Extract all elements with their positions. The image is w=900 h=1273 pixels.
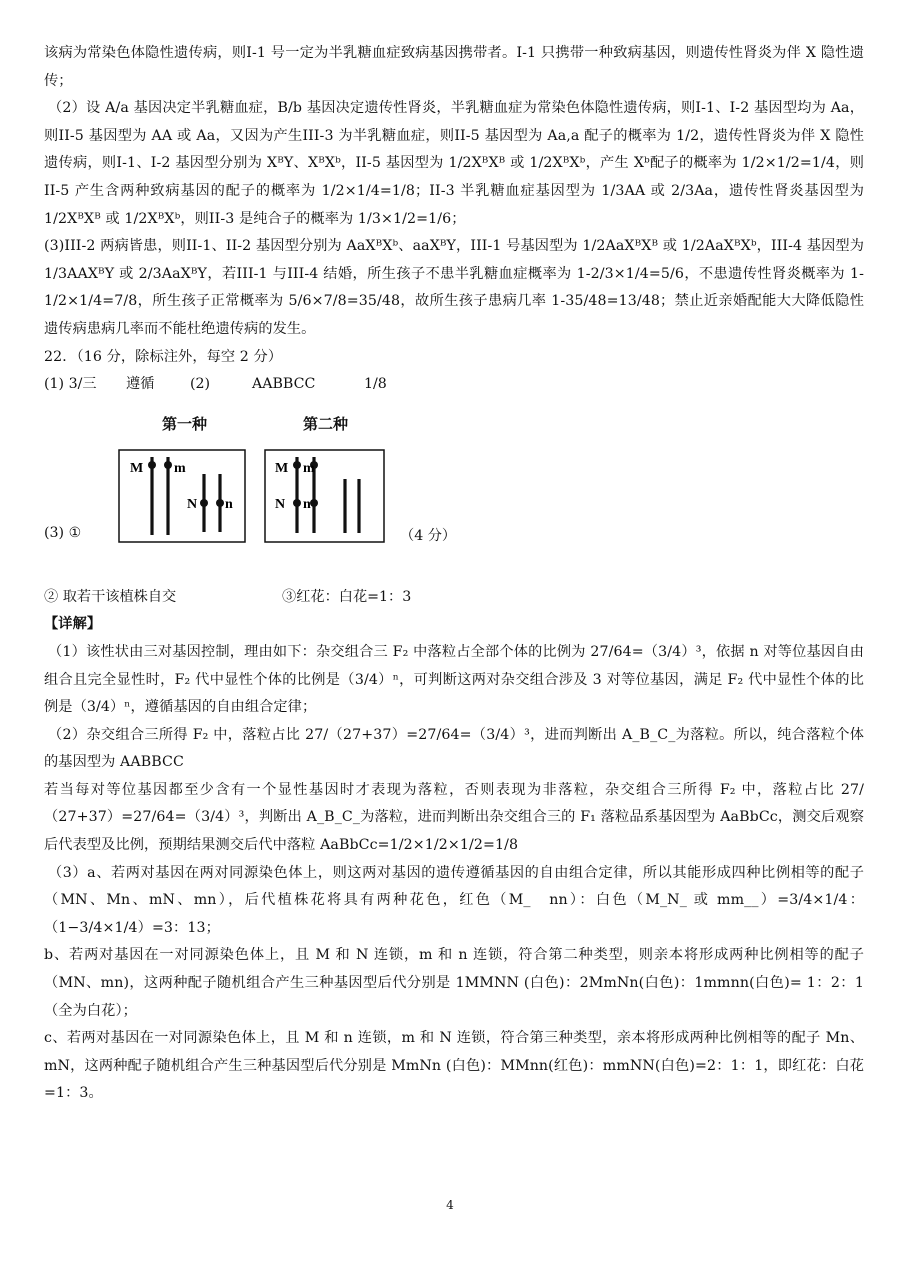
gene-label-n: n xyxy=(303,496,311,512)
centromere-dot xyxy=(216,499,224,507)
paragraph: 若当每对等位基因都至少含有一个显性基因时才表现为落粒，否则表现为非落粒，杂交组合三所得 F₂ 中，落粒占比 27/（27+37）=27/64=（3/4）³，判断出 A_B_C_为落粒，进而判断出杂交组合三的 F₁ 落粒品系基因型为 AaBbCc，测交后观察后代表型及比例，预期结果测交后代中落粒 AaBbCc=1/2×1/2×1/2=1/8 xyxy=(44,781,864,854)
answer-1-b: 遵循 xyxy=(126,376,155,393)
gene-label-M: M xyxy=(275,460,289,476)
gene-label-n: n xyxy=(225,496,233,512)
centromere-dot xyxy=(164,461,172,469)
centromere-dot xyxy=(310,499,318,507)
figure-title-first: 第一种 xyxy=(162,414,208,433)
paragraph: （2）设 A/a 基因决定半乳糖血症，B/b 基因决定遗传性肾炎，半乳糖血症为常染色体隐性遗传病，则I-1、I-2 基因型均为 Aa，则II-5 基因型为 AA 或 Aa，又因为产生III-3 为半乳糖血症，则II-5 基因型为 Aa,a 配子的概率为 1/2，遗传性肾炎为伴 X 隐性遗传病，则I-1、I-2 基因型分别为 XᴮY、XᴮXᵇ，II-5 基因型为 1/2XᴮXᴮ 或 1/2XᴮXᵇ，产生 Xᵇ配子的概率为 1/2×1/2=1/4，则II-5 产生含两种致病基因的配子的概率为 1/2×1/4=1/8；II-3 半乳糖血症基因型为 1/3AA 或 2/3Aa，遗传性肾炎基因型为 1/2XᴮXᴮ 或 1/2XᴮXᵇ，则II-3 是纯合子的概率为 1/3×1/2=1/6； xyxy=(44,100,864,227)
question-22-header: 22．（16 分，除标注外，每空 2 分） xyxy=(44,348,283,365)
chromosome-figure xyxy=(44,399,864,584)
paragraph: （2）杂交组合三所得 F₂ 中，落粒占比 27/（27+37）=27/64=（3/4）³，进而判断出 A_B_C_为落粒。所以，纯合落粒个体的基因型为 AABBCC xyxy=(44,726,864,771)
paragraph: (3)III-2 两病皆患，则II-1、II-2 基因型分别为 AaXᴮXᵇ、aaXᴮY，III-1 号基因型为 1/2AaXᴮXᴮ 或 1/2AaXᴮXᵇ，III-4 基因型为 1/3AAXᴮY 或 2/3AaXᴮY，若III-1 与III-4 结婚，所生孩子不患半乳糖血症概率为 1-2/3×1/4=5/6，不患遗传性肾炎概率为 1-1/2×1/4=7/8，所生孩子正常概率为 5/6×7/8=35/48，故所生孩子患病几率 1-35/48=13/48；禁止近亲婚配能大大降低隐性遗传病患病几率而不能杜绝遗传病的发生。 xyxy=(44,238,864,337)
document-page xyxy=(44,40,864,1108)
gene-label-m: m xyxy=(303,460,315,476)
paragraph: b、若两对基因在一对同源染色体上，且 M 和 N 连锁，m 和 n 连锁，符合第二种类型，则亲本将形成两种比例相等的配子（MN、mn)，这两种配子随机组合产生三种基因型后代分别是 1MMNN (白色)：2MmNn(白色)：1mmnn(白色)= 1：2：1（全为白花）； xyxy=(44,947,864,1019)
answer-row-3 xyxy=(44,584,864,612)
answer-1-label: (1) 3/三 xyxy=(44,376,97,393)
page-number: 4 xyxy=(446,1198,454,1212)
answer-2-a: AABBCC xyxy=(252,376,316,393)
paragraph: （3）a、若两对基因在两对同源染色体上，则这两对基因的遗传遵循基因的自由组合定律，所以其能形成四种比例相等的配子（MN、Mn、mN、mn），后代植株花将具有两种花色，红色（M_ nn）：白色（M_N_ 或 mm__）=3/4×1/4：（1−3/4×1/4）=3：13； xyxy=(44,864,864,936)
answer-2-label: (2) xyxy=(190,376,211,393)
answer-3-label: (3) ① xyxy=(44,524,82,541)
centromere-dot xyxy=(293,499,301,507)
paragraph: （1）该性状由三对基因控制，理由如下：杂交组合三 F₂ 中落粒占全部个体的比例为 27/64=（3/4）³，依据 n 对等位基因自由组合且完全显性时，F₂ 代中显性个体的比例是（3/4）ⁿ，可判断这两对杂交组合涉及 3 对等位基因，满足 F₂ 代中显性个体的比例是（3/4）ⁿ，遵循基因的自由组合定律； xyxy=(44,643,864,716)
answer-3-2: ② 取若干该植株自交 xyxy=(44,588,177,605)
paragraph: c、若两对基因在一对同源染色体上，且 M 和 n 连锁，m 和 N 连锁，符合第三种类型，亲本将形成两种比例相等的配子 Mn、mN，这两种配子随机组合产生三种基因型后代分别是 MmNn (白色)：MMnn(红色)：mmNN(白色)=2：1：1，即红花：白花=1：3。 xyxy=(44,1030,864,1102)
gene-label-M: M xyxy=(130,460,144,476)
answer-2-b: 1/8 xyxy=(364,376,387,393)
detail-header: 【详解】 xyxy=(44,616,102,633)
gene-label-N: N xyxy=(187,496,198,512)
centromere-dot xyxy=(148,461,156,469)
answer-3-3: ③红花：白花=1：3 xyxy=(282,588,412,605)
answer-row-1-2 xyxy=(44,371,864,399)
paragraph: 该病为常染色体隐性遗传病，则I-1 号一定为半乳糖血症致病基因携带者。I-1 只携带一种致病基因，则遗传性肾炎为伴 X 隐性遗传； xyxy=(44,45,864,89)
centromere-dot xyxy=(200,499,208,507)
centromere-dot xyxy=(293,461,301,469)
figure-title-second: 第二种 xyxy=(303,414,349,433)
chromosome-diagram xyxy=(44,399,864,584)
gene-label-N: N xyxy=(275,496,286,512)
answer-3-points: （4 分） xyxy=(400,527,457,544)
gene-label-m: m xyxy=(174,460,186,476)
